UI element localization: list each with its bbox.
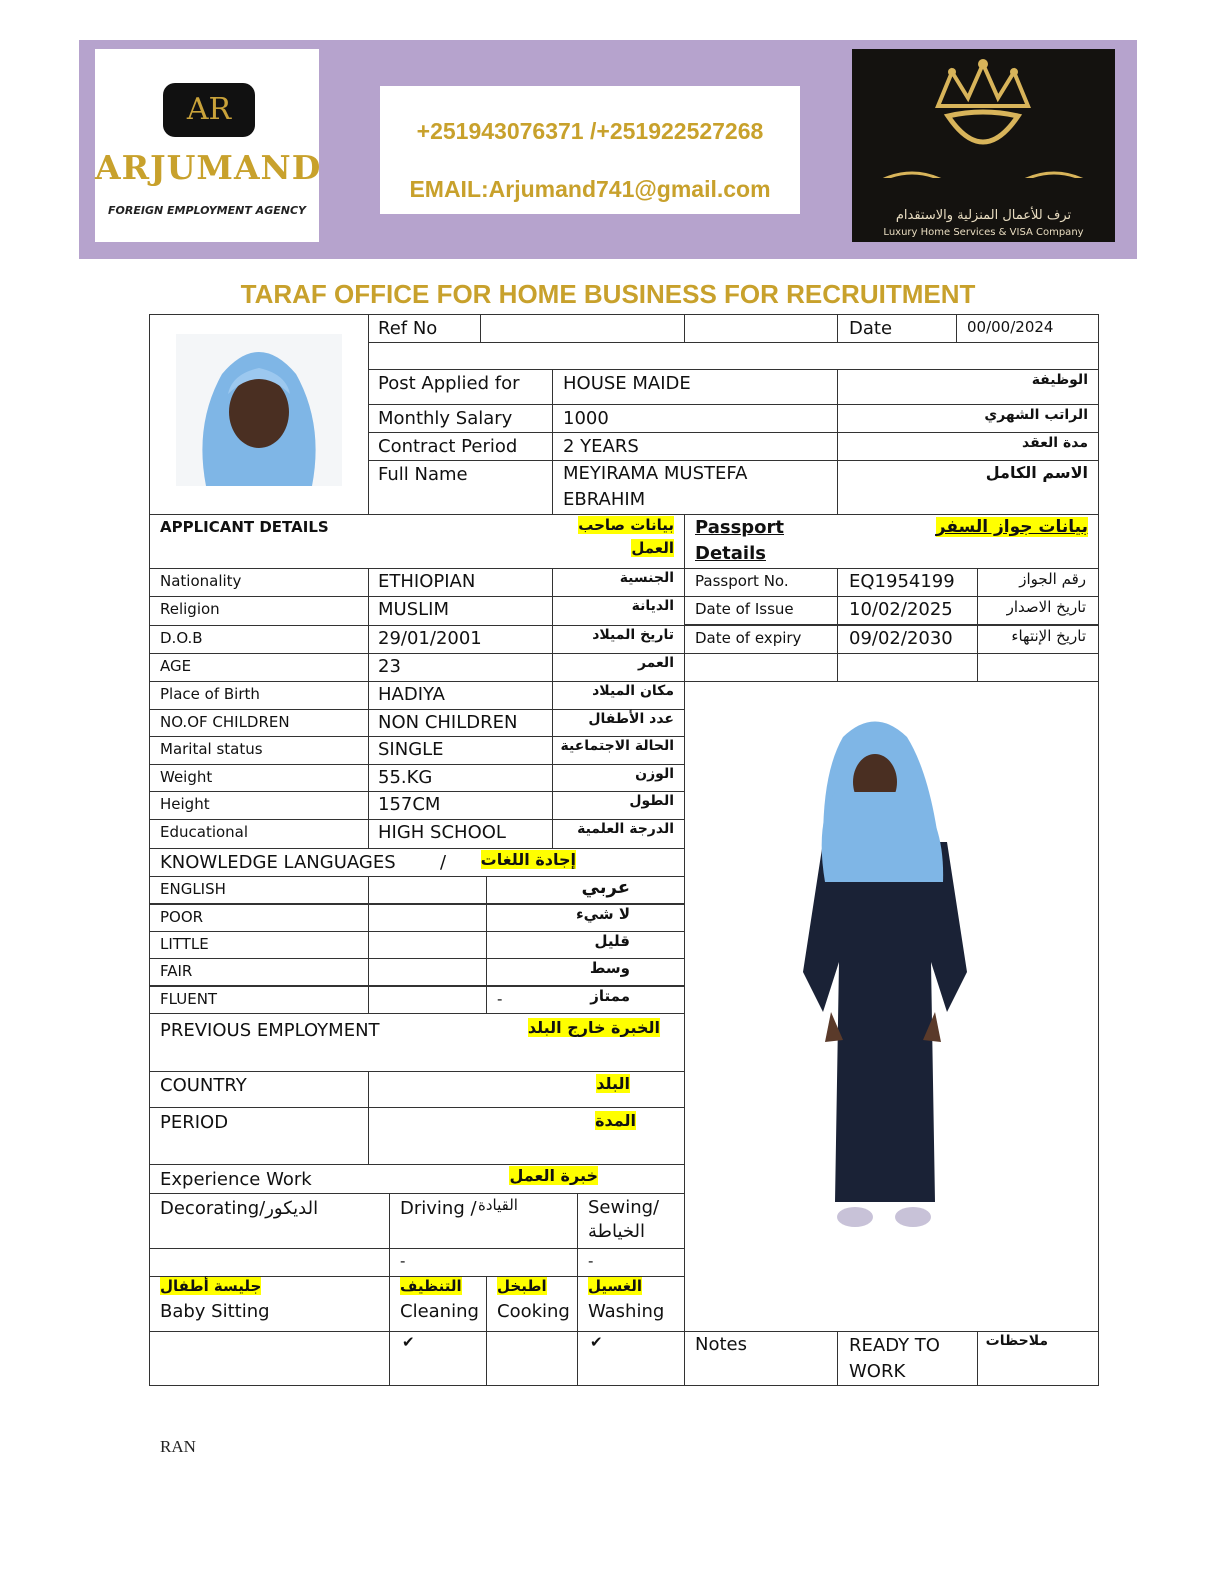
period-value-cell: [368, 1107, 685, 1165]
language-blank-cell: [368, 986, 487, 1014]
applicant-value: HADIYA: [378, 684, 445, 705]
date-label: Date: [849, 318, 893, 339]
cooking-label: Cooking: [497, 1301, 570, 1322]
blank-row: [368, 342, 1099, 370]
language-label: FAIR: [160, 962, 193, 980]
driving-label: Driving /: [400, 1198, 477, 1219]
applicant-ar: الحالة الاجتماعية: [560, 738, 674, 754]
ref-extra-field: [684, 314, 838, 343]
agency-subtitle: FOREIGN EMPLOYMENT AGENCY: [108, 204, 306, 217]
language-blank-cell: [368, 958, 487, 986]
country-value-cell: [368, 1071, 685, 1108]
period-label: PERIOD: [160, 1112, 229, 1133]
language-label: FLUENT: [160, 990, 218, 1008]
washing-ar: الغسيل: [588, 1277, 643, 1295]
ref-label: Ref No: [378, 318, 438, 339]
country-ar: البلد: [596, 1074, 630, 1093]
passport-value: 09/02/2030: [849, 628, 953, 649]
document-title: TARAF OFFICE FOR HOME BUSINESS FOR RECRUITMENT: [240, 279, 976, 309]
language-level-cell: [486, 958, 685, 986]
driving-mark: -: [400, 1252, 406, 1270]
period-ar: المدة: [595, 1111, 636, 1130]
experience-heading: Experience Work: [160, 1169, 312, 1190]
languages-slash: /: [440, 852, 447, 873]
language-ar: ممتاز: [590, 987, 630, 1005]
agency-logo-mark-text: AR: [186, 92, 232, 127]
employment-heading: PREVIOUS EMPLOYMENT: [160, 1020, 380, 1041]
salary-label: Monthly Salary: [378, 408, 513, 429]
applicant-ar: الوزن: [635, 766, 674, 782]
experience-heading-ar: خبرة العمل: [509, 1166, 598, 1185]
salary-value: 1000: [563, 408, 609, 429]
portrait-photo: [176, 334, 342, 486]
passport-blank-1: [684, 653, 838, 682]
baby-sitting-ar: جليسة أطفال: [160, 1277, 262, 1295]
passport-heading-ar: بيانات جواز السفر: [935, 517, 1088, 537]
baby-sitting-label: Baby Sitting: [160, 1301, 270, 1322]
language-level-cell: [486, 986, 685, 1014]
applicant-ar: عدد الأطفال: [588, 711, 674, 727]
language-blank-cell: [368, 931, 487, 959]
cooking-ar: اطبخل: [497, 1277, 547, 1295]
applicant-ar: الديانة: [631, 598, 674, 614]
country-label: COUNTRY: [160, 1075, 247, 1096]
applicant-ar: الدرجة العلمية: [577, 821, 674, 837]
crown-icon: [852, 58, 1115, 178]
applicant-label: Weight: [160, 768, 213, 786]
applicant-label: NO.OF CHILDREN: [160, 713, 290, 731]
applicant-value: ETHIOPIAN: [378, 571, 476, 592]
applicant-label: Educational: [160, 823, 249, 841]
cleaning-ar: التنظيف: [400, 1277, 462, 1295]
decorating-mark-cell: [149, 1248, 390, 1277]
applicant-label: Height: [160, 795, 210, 813]
contact-phone: +251943076371 /+251922527268: [416, 118, 764, 144]
sewing-mark: -: [588, 1252, 594, 1270]
passport-ar: تاريخ الاصدار: [1006, 598, 1086, 616]
contract-label: Contract Period: [378, 436, 518, 457]
employment-heading-ar: الخبرة خارج البلد: [527, 1018, 660, 1037]
washing-label: Washing: [588, 1301, 665, 1322]
applicant-value: HIGH SCHOOL: [378, 822, 506, 843]
passport-blank-2: [837, 653, 978, 682]
applicant-ar: تاريخ الميلاد: [592, 627, 674, 643]
partner-logo-english: Luxury Home Services & VISA Company: [883, 227, 1084, 238]
contract-value: 2 YEARS: [563, 436, 639, 457]
applicant-label: Nationality: [160, 572, 242, 590]
applicant-ar: الطول: [629, 793, 674, 809]
washing-check-icon: ✔: [590, 1333, 603, 1351]
passport-heading: Passport Details: [695, 517, 785, 564]
driving-label-ar: القيادة: [478, 1196, 518, 1214]
language-label: ENGLISH: [160, 880, 226, 898]
date-value: 00/00/2024: [967, 318, 1054, 336]
baby-sitting-check-cell: [149, 1331, 390, 1386]
applicant-value: 23: [378, 656, 401, 677]
driving-mark-cell: [389, 1248, 578, 1277]
language-blank-cell: [368, 876, 487, 904]
passport-label: Date of Issue: [695, 600, 794, 618]
applicant-label: Marital status: [160, 740, 263, 758]
post-value: HOUSE MAIDE: [563, 373, 691, 394]
languages-heading-ar: إجادة اللغات: [480, 850, 576, 869]
passport-label: Date of expiry: [695, 629, 802, 647]
applicant-label: AGE: [160, 657, 192, 675]
passport-ar: تاريخ الإنتهاء: [1011, 627, 1086, 645]
applicant-value: NON CHILDREN: [378, 712, 518, 733]
languages-heading: KNOWLEDGE LANGUAGES: [160, 852, 396, 873]
decorating-label: Decorating/الديكور: [160, 1198, 319, 1219]
applicant-value: 29/01/2001: [378, 628, 482, 649]
applicant-ar: الجنسية: [619, 570, 674, 586]
applicant-ar: العمر: [637, 655, 674, 671]
salary-ar: الراتب الشهري: [984, 407, 1088, 423]
language-ar: قليل: [594, 932, 630, 950]
applicant-value: 55.KG: [378, 767, 433, 788]
notes-value: READY TO WORK: [849, 1335, 940, 1382]
full-body-photo: [795, 712, 975, 1252]
cooking-check-cell: [486, 1331, 578, 1386]
language-label: LITTLE: [160, 935, 209, 953]
language-label: POOR: [160, 908, 204, 926]
name-value: MEYIRAMA MUSTEFA EBRAHIM: [563, 463, 748, 510]
name-label: Full Name: [378, 464, 468, 485]
applicant-ar: مكان الميلاد: [592, 683, 674, 699]
notes-ar: ملاحظات: [985, 1333, 1048, 1349]
ref-value-field: [480, 314, 685, 343]
passport-blank-3: [977, 653, 1099, 682]
passport-ar: رقم الجواز: [1019, 570, 1086, 588]
language-mark: -: [497, 990, 503, 1008]
agency-name: ARJUMAND: [95, 148, 322, 187]
applicant-value: 157CM: [378, 794, 441, 815]
applicant-label: Religion: [160, 600, 220, 618]
applicant-heading: APPLICANT DETAILS: [160, 518, 329, 536]
applicant-value: MUSLIM: [378, 599, 449, 620]
partner-logo-arabic: ترف للأعمال المنزلية والاستقدام: [895, 208, 1072, 223]
language-blank-cell: [368, 904, 487, 932]
applicant-value: SINGLE: [378, 739, 444, 760]
contact-email: EMAIL:Arjumand741@gmail.com: [409, 176, 771, 202]
footer-text: RAN: [160, 1437, 196, 1456]
cleaning-label: Cleaning: [400, 1301, 479, 1322]
applicant-label: D.O.B: [160, 629, 203, 647]
applicant-heading-ar: بيانات صاحب العمل: [578, 516, 674, 557]
applicant-label: Place of Birth: [160, 685, 260, 703]
language-ar: لا شيء: [576, 905, 630, 923]
language-ar: عربي: [581, 877, 630, 898]
language-ar: وسط: [589, 959, 630, 977]
cleaning-check-icon: ✔: [402, 1333, 415, 1351]
name-ar: الاسم الكامل: [985, 463, 1088, 482]
sewing-label: Sewing/ الخياطة: [588, 1197, 660, 1242]
notes-label: Notes: [695, 1334, 747, 1355]
post-ar: الوظيفة: [1031, 372, 1088, 388]
contract-ar: مدة العقد: [1021, 435, 1088, 451]
language-level-cell: [486, 931, 685, 959]
passport-label: Passport No.: [695, 572, 789, 590]
post-label: Post Applied for: [378, 373, 520, 394]
passport-value: EQ1954199: [849, 571, 955, 592]
passport-value: 10/02/2025: [849, 599, 953, 620]
